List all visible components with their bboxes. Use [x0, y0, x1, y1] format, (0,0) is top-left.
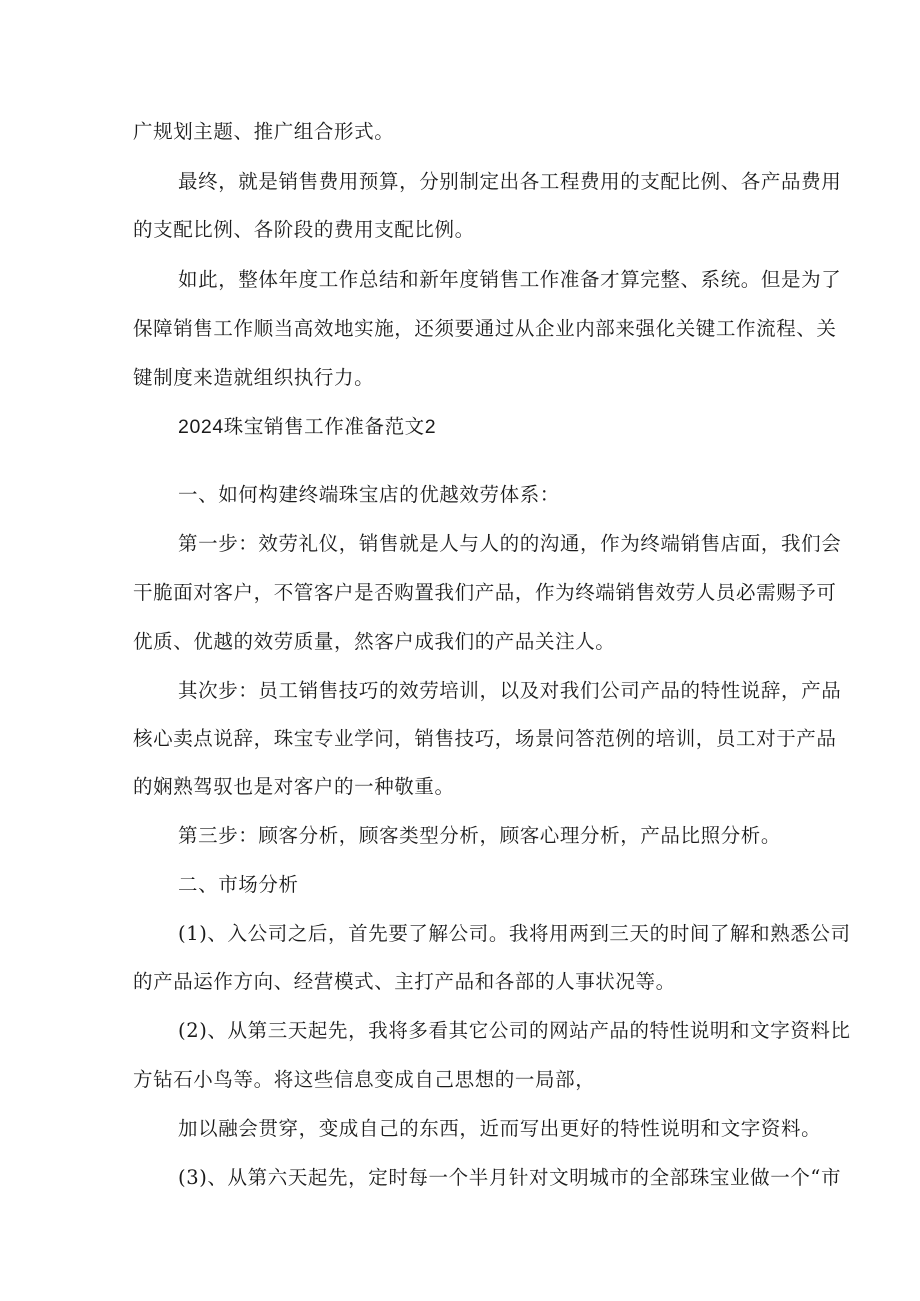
text-line: 的产品运作方向、经营模式、主打产品和各部的人事状况等。 — [133, 970, 676, 993]
text-line: 保障销售工作顺当高效地实施，还须要通过从企业内部来强化关键工作流程、关 — [133, 317, 837, 340]
paragraph-line: (1)、入公司之后，首先要了解公司。我将用两到三天的时间了解和熟悉公司 — [178, 922, 851, 945]
text-line: 核心卖点说辞，珠宝专业学问，销售技巧，场景问答范例的培训，员工对于产品 — [133, 727, 837, 750]
paragraph-line: 如此，整体年度工作总结和新年度销售工作准备才算完整、系统。但是为了 — [178, 268, 842, 291]
paragraph-line: 其次步：员工销售技巧的效劳培训，以及对我们公司产品的特性说辞，产品 — [178, 679, 842, 702]
paragraph-line: (3)、从第六天起先，定时每一个半月针对文明城市的全部珠宝业做一个“市 — [178, 1166, 842, 1189]
text-line: 键制度来造就组织执行力。 — [133, 366, 375, 389]
text-line: 广规划主题、推广组合形式。 — [133, 120, 395, 143]
text-line: 方钻石小鸟等。将这些信息变成自己思想的一局部， — [133, 1068, 596, 1091]
paragraph-line: 二、市场分析 — [178, 873, 299, 896]
paragraph-line: 第三步：顾客分析，顾客类型分析，顾客心理分析，产品比照分析。 — [178, 824, 782, 847]
paragraph-line: 一、如何构建终端珠宝店的优越效劳体系： — [178, 483, 560, 506]
text-line: 干脆面对客户，不管客户是否购置我们产品，作为终端销售效劳人员必需赐予可 — [133, 581, 837, 604]
paragraph-line: (2)、从第三天起先，我将多看其它公司的网站产品的特性说明和文字资料比 — [178, 1019, 851, 1042]
paragraph-line: 第一步：效劳礼仪，销售就是人与人的的沟通，作为终端销售店面，我们会 — [178, 532, 842, 555]
paragraph-line: 最终，就是销售费用预算，分别制定出各工程费用的支配比例、各产品费用 — [178, 170, 842, 193]
text-line: 的支配比例、各阶段的费用支配比例。 — [133, 218, 475, 241]
paragraph-line: 加以融会贯穿，变成自己的东西，近而写出更好的特性说明和文字资料。 — [178, 1117, 822, 1140]
section-title: 2024珠宝销售工作准备范文2 — [178, 416, 437, 438]
text-line: 优质、优越的效劳质量，然客户成我们的产品关注人。 — [133, 630, 616, 653]
text-line: 的娴熟驾驭也是对客户的一种敬重。 — [133, 775, 455, 798]
